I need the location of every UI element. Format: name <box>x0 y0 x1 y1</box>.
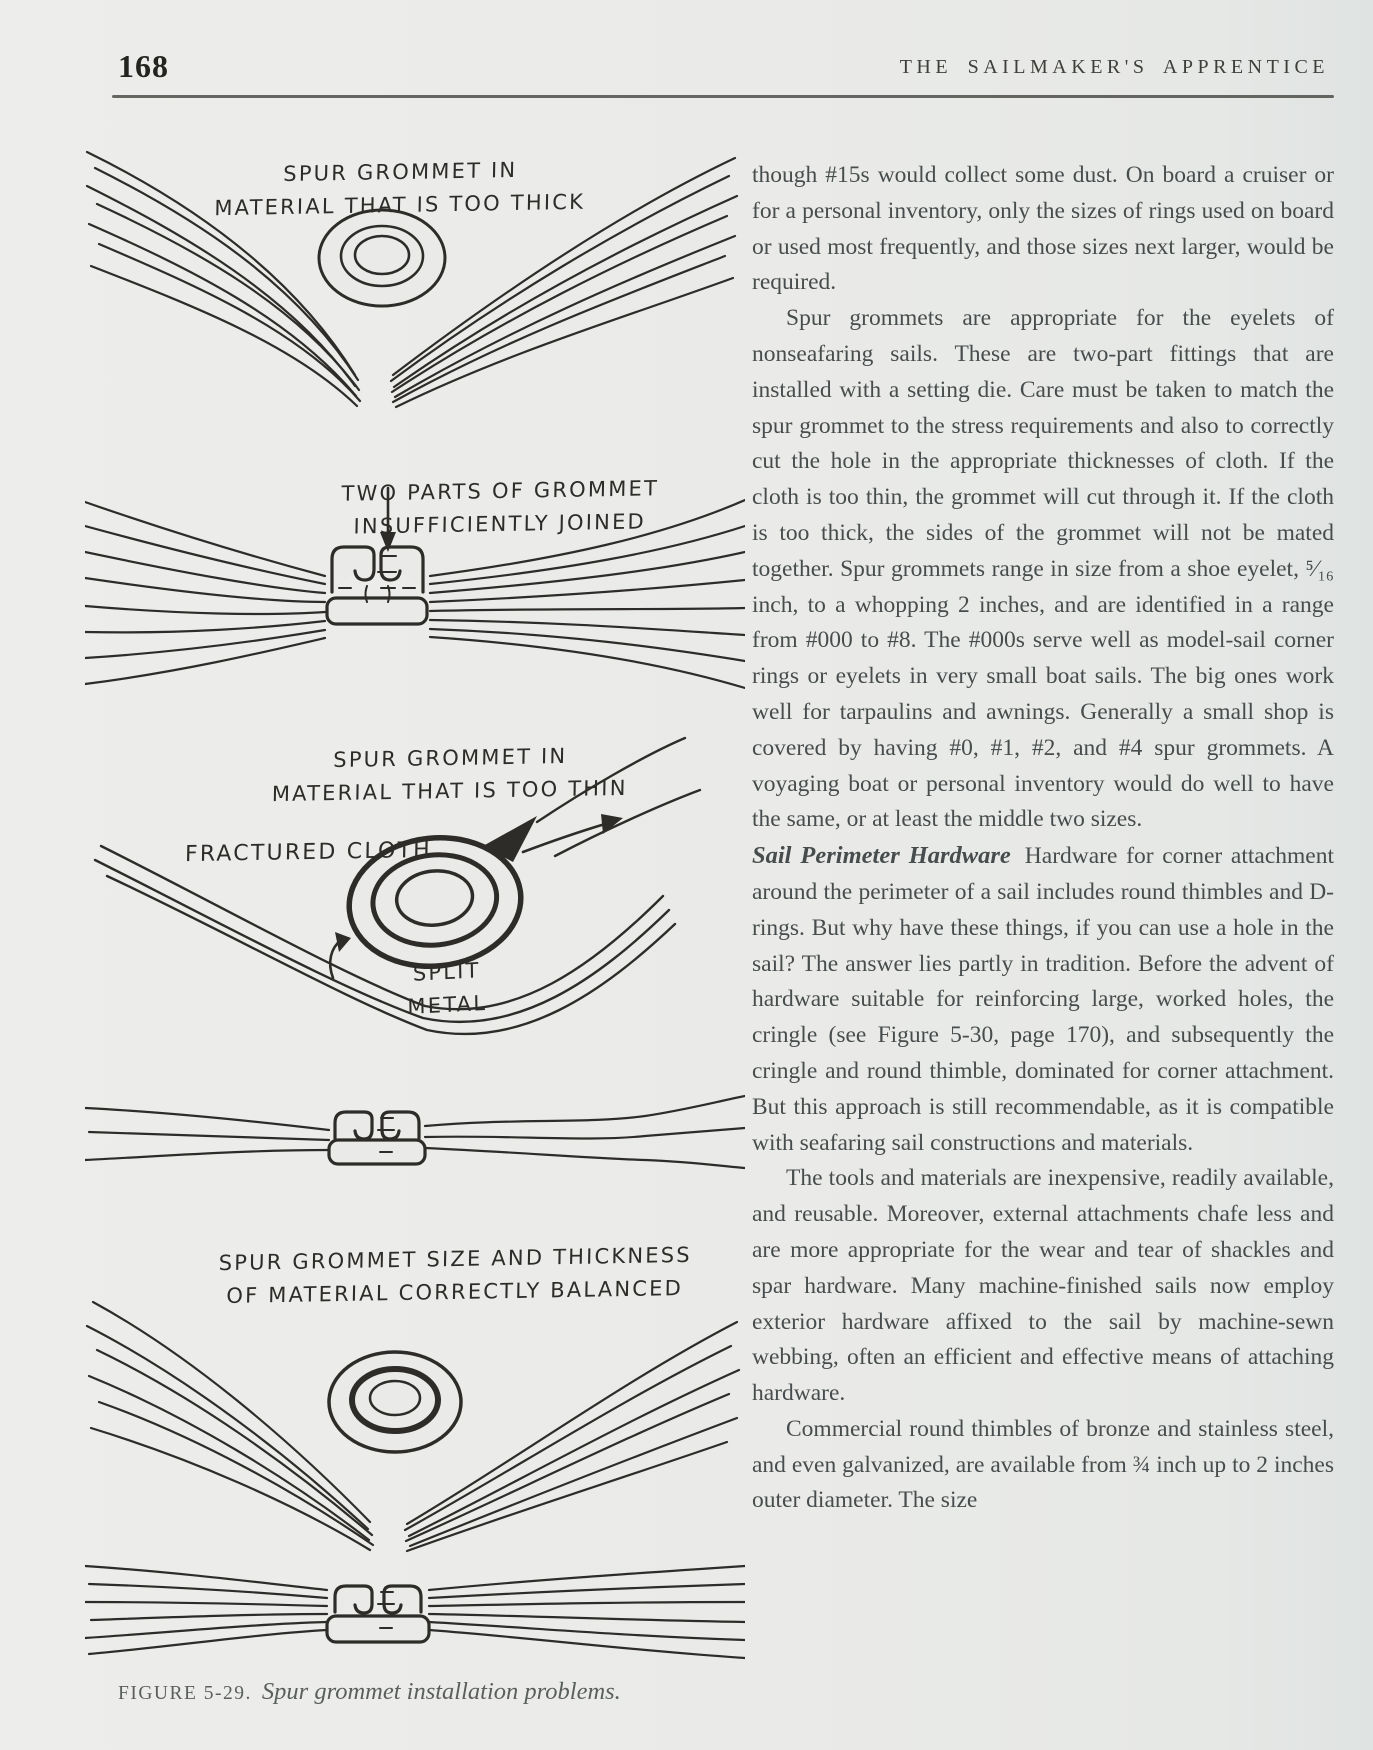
annotation-split-metal <box>361 952 532 1027</box>
paragraph-sail-perimeter-hardware <box>752 838 1334 1161</box>
annotation-too-thin <box>229 738 670 812</box>
thin-cross-section-illustration <box>85 1096 745 1168</box>
paragraph-commercial-thimbles: Commercial round thimbles of bronze and stainless steel, and even galvanized, are available from ¾ inch up to 2 inches outer diameter. The size <box>752 1415 1334 1514</box>
grommet-cross-section-open <box>327 547 427 624</box>
annotation-line: FRACTURED CLOTH <box>184 837 433 868</box>
annotation-line: SPLIT <box>412 958 481 986</box>
section-heading: Sail Perimeter Hardware <box>752 842 1011 870</box>
running-title: THE SAILMAKER'S APPRENTICE <box>899 56 1329 78</box>
annotation-too-thick <box>149 152 650 227</box>
annotation-fractured-cloth <box>185 834 433 871</box>
figure-caption-label: FIGURE 5-29. <box>118 1683 252 1704</box>
annotation-line: MATERIAL THAT IS TOO THIN <box>271 775 628 807</box>
paragraph-spur-grommets: Spur grommets are appropriate for the eyelets of nonseafaring sails. These are two-part fittings that are installed with a setting die. Care must be taken to match the spur grommet to the stress requirements and also to correctly cut the hole in the appropriate thicknesses of cloth. If the cloth is too thin, the grommet will cut through it. If the cloth is too thick, the sides of the grommet will not be mated together. Spur grommets range in size from a shoe eyelet, ⁵⁄₁₆ inch, to a whopping 2 inches, and are identified in a range from #000 to #8. The #000s serve well as model-sail corner rings or eyelets in very small boat sails. The big ones work well for tarpaulins and awnings. Generally a small shop is covered by having #0, #1, #2, and #4 spur grommets. A voyaging boat or personal inventory would do well to have the same, or at least the middle two sizes. <box>752 305 1334 833</box>
paragraph-tools-materials: The tools and materials are inexpensive, readily available, and reusable. Moreover, external attachments chafe less and are more appropriate for the wear and tear of shackles and spar hardware. Many machine-finished sails now employ exterior hardware affixed to the sail by machine-sewn webbing, often an efficient and effective means of attaching hardware. <box>752 1165 1334 1407</box>
grommet-ring-top <box>319 210 445 306</box>
thick-cross-section-illustration <box>85 1566 745 1658</box>
annotation-line: TWO PARTS OF GROMMET <box>341 476 660 506</box>
figure-caption <box>118 1678 698 1706</box>
annotation-insufficient-join <box>299 472 700 545</box>
annotation-balanced <box>194 1238 715 1313</box>
annotation-line: METAL <box>407 990 488 1020</box>
annotation-line: INSUFFICIENTLY JOINED <box>353 509 647 539</box>
annotation-line: SPUR GROMMET IN <box>333 743 568 773</box>
figure-line-art <box>85 140 745 1660</box>
annotation-line: SPUR GROMMET IN <box>283 157 518 187</box>
paragraph-continuation: though #15s would collect some dust. On board a cruiser or for a personal inventory, only the sizes of rings used on board or used most frequently, and those sizes next larger, would be required. <box>752 162 1334 296</box>
balanced-illustration <box>87 1302 739 1551</box>
grommet-ring-balanced <box>329 1352 461 1452</box>
grommet-cross-section-thick <box>327 1586 429 1642</box>
annotation-line: MATERIAL THAT IS TOO THICK <box>214 189 586 221</box>
page-number: 168 <box>118 48 169 84</box>
figure-caption-text: Spur grommet installation problems. <box>261 1678 621 1705</box>
body-text-column <box>752 158 1334 1736</box>
section-body: Hardware for corner attachment around the perimeter of a sail includes round thimbles and D-rings. But why have these things, if you can use a hole in the sail? The answer lies partly in tradition. Before the advent of hardware suitable for reinforcing large, worked holes, the cringle (see Figure 5-30, page 170), and subsequently the cringle and round thimble, dominated for corner attachment. But this approach is still recommendable, as it is compatible with seafaring sail constructions and materials. <box>752 843 1334 1156</box>
annotation-line: OF MATERIAL CORRECTLY BALANCED <box>226 1276 684 1308</box>
header-rule <box>112 95 1334 98</box>
annotation-line: SPUR GROMMET SIZE AND THICKNESS <box>218 1242 693 1276</box>
grommet-cross-section-thin <box>329 1112 425 1164</box>
